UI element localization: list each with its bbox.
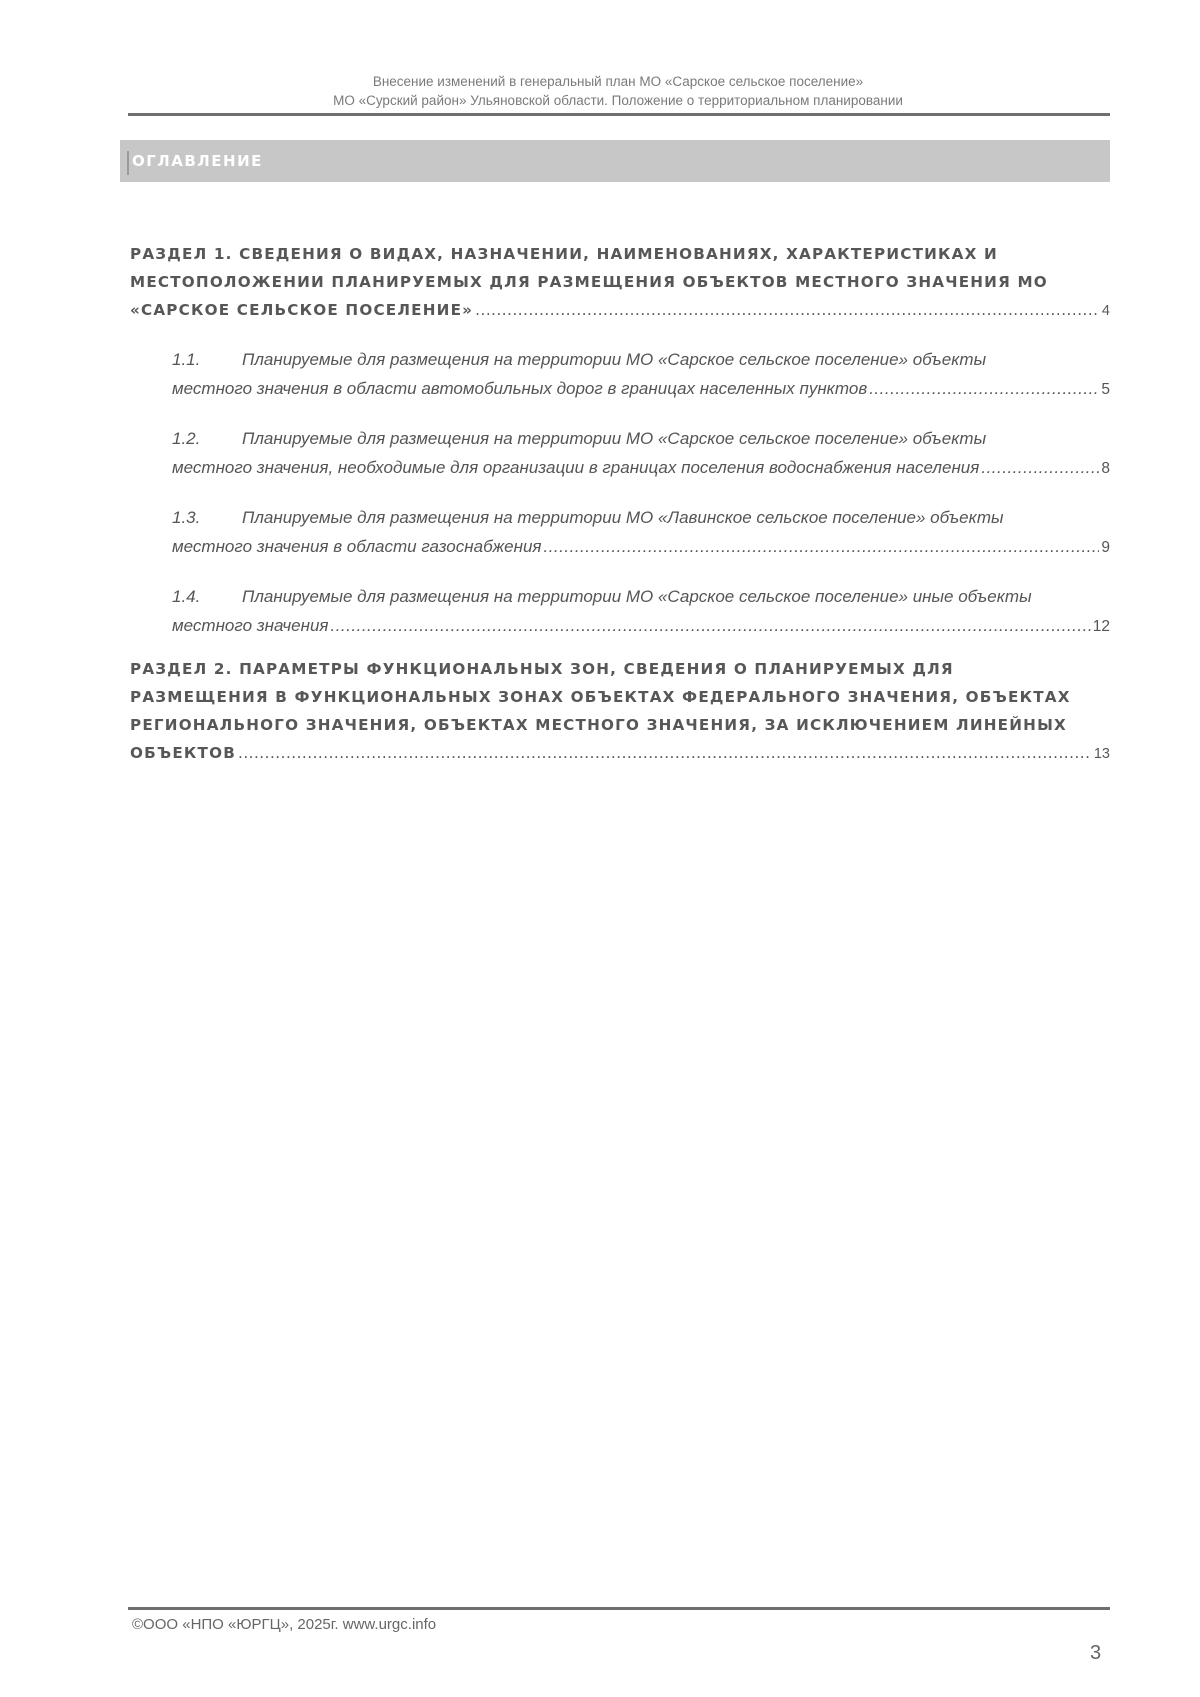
footer-rule — [128, 1607, 1110, 1610]
entry-title: местного значения в области автомобильных дорог в границах населенных пунктов — [172, 379, 868, 398]
entry-number: 1.1. — [172, 350, 201, 369]
header-line-2: МО «Сурский район» Ульяновской области. Положение о территориальном планировании — [333, 93, 903, 108]
section-1-title-line: МЕСТОПОЛОЖЕНИИ ПЛАНИРУЕМЫХ ДЛЯ РАЗМЕЩЕНИЯ ОБЪЕКТОВ МЕСТНОГО ЗНАЧЕНИЯ МО — [130, 273, 1048, 291]
section-2-title-line: РАЗМЕЩЕНИЯ В ФУНКЦИОНАЛЬНЫХ ЗОНАХ ОБЪЕКТАХ ФЕДЕРАЛЬНОГО ЗНАЧЕНИЯ, ОБЪЕКТАХ — [130, 688, 1071, 706]
section-2-title-line: РЕГИОНАЛЬНОГО ЗНАЧЕНИЯ, ОБЪЕКТАХ МЕСТНОГО ЗНАЧЕНИЯ, ЗА ИСКЛЮЧЕНИЕМ ЛИНЕЙНЫХ — [130, 716, 1067, 734]
toc-entry-section-2[interactable] — [130, 655, 1110, 768]
entry-title: Планируемые для размещения на территории МО «Лавинское сельское поселение» объекты — [242, 508, 1004, 527]
toc-title: ОГЛАВЛЕНИЕ — [132, 152, 263, 170]
table-of-contents — [130, 240, 1110, 768]
dot-leader — [475, 296, 1100, 324]
section-1-leader-line — [130, 296, 1110, 325]
dot-leader — [869, 374, 1099, 403]
entry-title: местного значения в области газоснабжения — [172, 537, 542, 556]
entry-title: Планируемые для размещения на территории МО «Сарское сельское поселение» объекты — [242, 350, 987, 369]
section-1-title-line: «САРСКОЕ СЕЛЬСКОЕ ПОСЕЛЕНИЕ» — [130, 301, 474, 319]
section-2-leader-line — [130, 739, 1110, 768]
header-line-1: Внесение изменений в генеральный план МО «Сарское сельское поселение» — [372, 74, 864, 89]
dot-leader — [330, 611, 1090, 640]
entry-title: местного значения — [172, 616, 329, 635]
page-number: 3 — [1090, 1642, 1102, 1664]
toc-entry-section-1[interactable] — [130, 240, 1110, 325]
entry-title: местного значения, необходимые для организации в границах поселения водоснабжения населения — [172, 458, 980, 477]
header-rule — [128, 113, 1110, 116]
footer-copyright: ©ООО «НПО «ЮРГЦ», 2025г. www.urgc.info — [132, 1616, 437, 1633]
toc-entry-1-1[interactable] — [172, 345, 1110, 404]
entry-page: 12 — [1092, 618, 1110, 635]
heading-edge-mark — [127, 151, 129, 175]
toc-heading-bar — [120, 140, 1110, 182]
entry-page: 9 — [1101, 539, 1110, 556]
toc-entry-1-4[interactable] — [172, 582, 1110, 641]
section-2-page: 13 — [1093, 746, 1110, 762]
entry-page: 8 — [1101, 460, 1110, 477]
toc-entry-1-3[interactable] — [172, 503, 1110, 562]
dot-leader — [238, 739, 1092, 767]
entry-title: Планируемые для размещения на территории МО «Сарское сельское поселение» иные объекты — [242, 587, 1032, 606]
running-header — [128, 72, 1108, 110]
section-2-title-line: ОБЪЕКТОВ — [130, 744, 236, 762]
entry-number: 1.3. — [172, 508, 201, 527]
entry-number: 1.4. — [172, 587, 201, 606]
entry-title: Планируемые для размещения на территории МО «Сарское сельское поселение» объекты — [242, 429, 987, 448]
dot-leader — [981, 453, 1099, 482]
toc-entry-1-2[interactable] — [172, 424, 1110, 483]
section-2-title-line: РАЗДЕЛ 2. ПАРАМЕТРЫ ФУНКЦИОНАЛЬНЫХ ЗОН, СВЕДЕНИЯ О ПЛАНИРУЕМЫХ ДЛЯ — [130, 660, 954, 678]
entry-number: 1.2. — [172, 429, 201, 448]
section-1-page: 4 — [1101, 303, 1110, 319]
entry-page: 5 — [1101, 381, 1110, 398]
section-1-title-line: РАЗДЕЛ 1. СВЕДЕНИЯ О ВИДАХ, НАЗНАЧЕНИИ, НАИМЕНОВАНИЯХ, ХАРАКТЕРИСТИКАХ И — [130, 245, 998, 263]
dot-leader — [543, 532, 1099, 561]
